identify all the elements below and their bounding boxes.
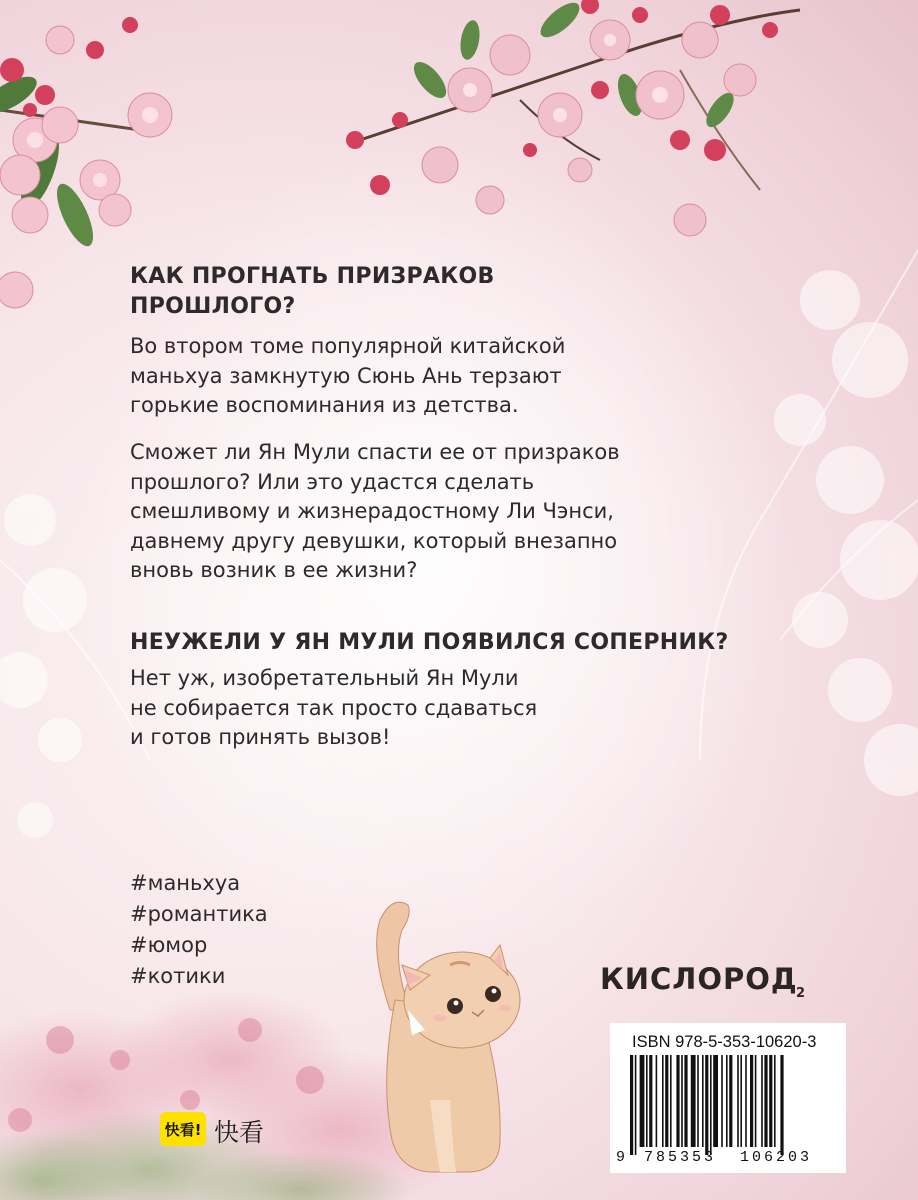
hashtag: #маньхуа <box>130 871 241 895</box>
section-rival-paragraph <box>130 664 730 753</box>
barcode-bar <box>726 1055 728 1147</box>
section-rival <box>130 628 730 658</box>
barcode-bar <box>764 1055 767 1147</box>
paragraph-line: не собирается так просто сдаваться <box>130 695 538 720</box>
kuaikan-name: 快看 <box>214 1118 265 1147</box>
barcode-bar <box>635 1055 637 1155</box>
paragraph-line: Нет уж, изобретательный Ян Мули <box>130 666 519 690</box>
isbn-label: ISBN 978-5-353-10620-3 <box>632 1033 817 1051</box>
oxygen-ring-icon <box>776 960 816 1004</box>
barcode-bar <box>729 1055 732 1147</box>
barcode-bar <box>697 1055 699 1147</box>
heading-line-2: ПРОШЛОГО? <box>130 293 296 319</box>
paragraph-line: смешливому и жизнерадостному Ли Чэнси, <box>130 499 614 523</box>
hashtag-list <box>130 868 330 992</box>
barcode-bar <box>713 1055 718 1147</box>
barcode-bar <box>630 1055 633 1155</box>
oxygen-subscript: 2 <box>796 986 806 1001</box>
paragraph-line: давнему другу девушки, который внезапно <box>130 528 618 553</box>
barcode-bar <box>755 1055 757 1147</box>
section-ghosts-paragraph-1 <box>130 332 730 421</box>
hashtag: #котики <box>130 964 226 988</box>
paragraph-line: Сможет ли Ян Мули спасти ее от призраков <box>130 440 620 464</box>
paragraph-line: маньхуа замкнутую Сюнь Ань терзают <box>130 363 562 388</box>
barcode-bar <box>662 1055 664 1147</box>
barcode-bar <box>705 1055 708 1155</box>
isbn-digit-first: 9 <box>616 1149 626 1166</box>
barcode-bar <box>761 1055 763 1147</box>
barcode-bar <box>780 1055 783 1155</box>
barcode-bar <box>681 1055 683 1147</box>
paragraph-line: прошлого? Или это удастся сделать <box>130 469 535 494</box>
barcode-bar <box>640 1055 645 1147</box>
barcode-bar <box>670 1055 672 1147</box>
publisher-logo <box>600 960 840 1004</box>
paragraph-line: и готов принять вызов! <box>130 725 391 749</box>
section-ghosts <box>130 262 730 321</box>
paragraph-line: Во втором томе популярной китайской <box>130 334 566 358</box>
barcode-bar <box>774 1055 776 1147</box>
barcode-bar <box>676 1055 679 1147</box>
barcode-bar <box>691 1055 696 1147</box>
section-ghosts-paragraph-2 <box>130 438 730 586</box>
barcode-bar <box>702 1055 704 1147</box>
hashtag: #романтика <box>130 902 268 926</box>
barcode-bar <box>745 1055 747 1147</box>
barcode-bar <box>649 1055 652 1147</box>
barcode-bar <box>769 1055 772 1147</box>
barcode-bar <box>710 1055 712 1155</box>
barcode-bar <box>665 1055 668 1147</box>
isbn-digits-right: 106203 <box>740 1149 813 1166</box>
barcode-bar <box>721 1055 723 1147</box>
barcode-bar <box>684 1055 687 1147</box>
paragraph-line: горькие воспоминания из детства. <box>130 393 519 417</box>
barcode-bar <box>740 1055 742 1147</box>
kuaikan-badge-logo: 快看! <box>160 1112 206 1146</box>
barcode-bar <box>750 1055 753 1147</box>
barcode-bar <box>737 1055 739 1147</box>
barcode-bar <box>656 1055 658 1147</box>
isbn-digits-left: 785353 <box>644 1149 717 1166</box>
paragraph-line: вновь возник в ее жизни? <box>130 558 418 582</box>
hashtag: #юмор <box>130 933 208 957</box>
heading-line-1: КАК ПРОГНАТЬ ПРИЗРАКОВ <box>130 264 495 289</box>
barcode-bar <box>646 1055 648 1147</box>
section-ghosts-heading <box>130 262 730 321</box>
isbn-barcode <box>610 1023 846 1173</box>
publisher-name: КИСЛОРОД <box>600 962 798 996</box>
section-rival-heading: НЕУЖЕЛИ У ЯН МУЛИ ПОЯВИЛСЯ СОПЕРНИК? <box>130 630 729 655</box>
